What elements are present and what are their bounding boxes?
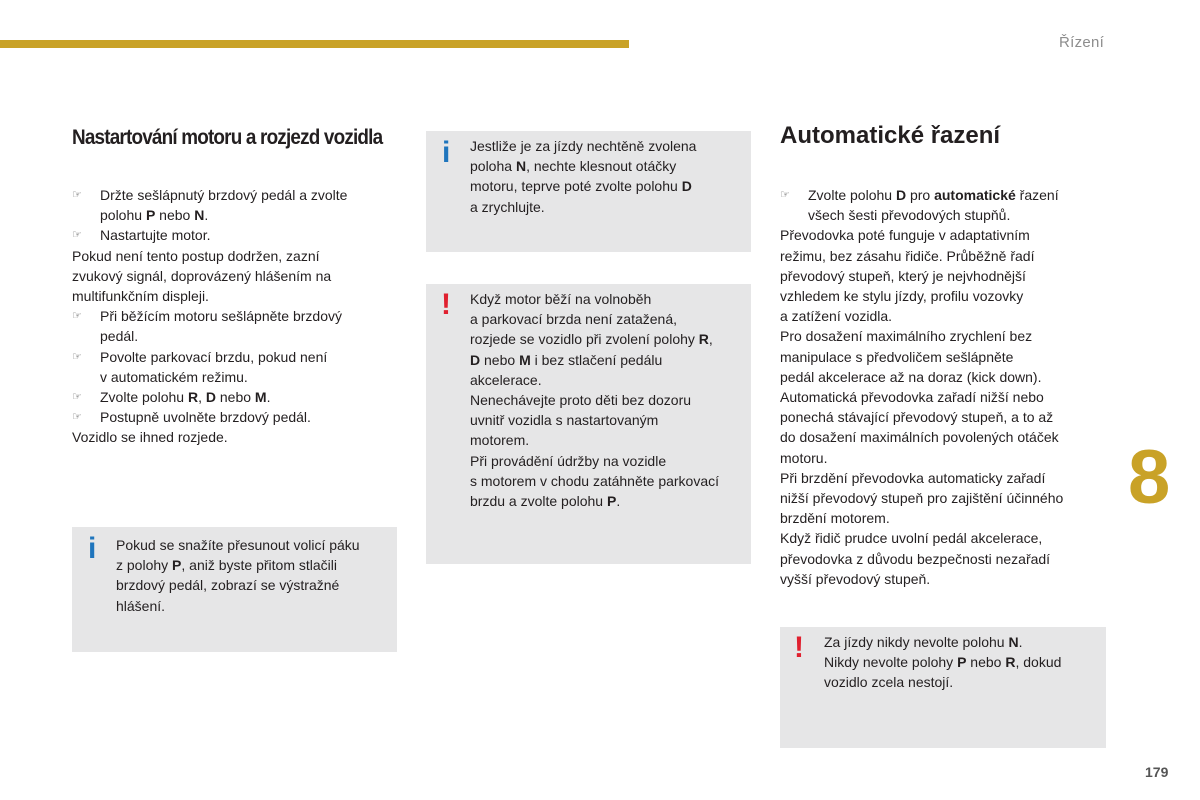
warning-icon: !	[441, 288, 451, 321]
paragraph-line: do dosažení maximálních povolených otáček	[780, 429, 1059, 446]
paragraph-line: Pro dosažení maximálního zrychlení bez	[780, 328, 1033, 345]
paragraph-line: a zatížení vozidla.	[780, 308, 893, 325]
list-item-cont: pedál.	[100, 328, 139, 345]
paragraph-line: multifunkčním displeji.	[72, 288, 209, 305]
list-item: ☞ Zvolte polohu D pro automatické řazení	[780, 185, 1106, 205]
header-accent-bar	[0, 40, 629, 48]
list-item: ☞ Zvolte polohu R, D nebo M.	[72, 387, 402, 407]
paragraph-line: motoru.	[780, 449, 828, 466]
paragraph-line: Když řidič prudce uvolní pedál akcelerace,	[780, 530, 1043, 547]
paragraph-line: manipulace s předvoličem sešlápněte	[780, 348, 1014, 365]
warning-icon: !	[794, 631, 804, 664]
paragraph-line: Převodovka poté funguje v adaptativním	[780, 227, 1030, 244]
list-item: ☞ Při běžícím motoru sešlápněte brzdový	[72, 306, 402, 326]
paragraph-line: ponechá stávající převodový stupeň, a to až	[780, 409, 1054, 426]
pointing-hand-icon: ☞	[72, 350, 82, 363]
paragraph-line: vyšší převodový stupeň.	[780, 570, 931, 587]
heading-automatic-shifting: Automatické řazení	[780, 122, 1001, 149]
pointing-hand-icon: ☞	[72, 310, 82, 323]
paragraph-line: Při brzdění převodovka automaticky zařadí	[780, 469, 1046, 486]
heading-start-engine: Nastartování motoru a rozjezd vozidla	[72, 126, 383, 149]
list-item-cont: v automatickém režimu.	[100, 368, 248, 385]
info-box-neutral: i Jestliže je za jízdy nechtěně zvolena poloha N, nechte klesnout otáčky motoru, teprve poté zvolte polohu D a zrychlujte.	[426, 131, 751, 252]
paragraph-line: převodovka z důvodu bezpečnosti nezařadí	[780, 550, 1051, 567]
warning-box-idle: ! Když motor běží na volnoběh a parkovací brzda není zatažená, rozjede se vozidlo při zvolení polohy R, D nebo M i bez stlačení pedálu akcelerace. Nenechávejte proto děti bez dozoru uvnitř vozidla s nastartovaným motorem. Při provádění údržby na vozidle s motorem v chodu zatáhněte parkovací brzdu a zvolte polohu P.	[426, 284, 751, 564]
automatic-shifting-text	[780, 185, 1106, 589]
paragraph-line: zvukový signál, doprovázený hlášením na	[72, 267, 332, 284]
list-item: ☞ Postupně uvolněte brzdový pedál.	[72, 407, 402, 427]
start-engine-text	[72, 185, 402, 448]
paragraph-line: režimu, bez zásahu řidiče. Průběžně řadí	[780, 247, 1035, 264]
paragraph-line: převodový stupeň, který je nejvhodnější	[780, 267, 1026, 284]
pointing-hand-icon: ☞	[780, 189, 790, 201]
pointing-hand-icon: ☞	[72, 229, 82, 242]
list-item-cont: všech šesti převodových stupňů.	[808, 207, 1011, 224]
info-icon: i	[88, 532, 97, 565]
list-item: ☞ Povolte parkovací brzdu, pokud není	[72, 347, 402, 367]
paragraph-line: vzhledem ke stylu jízdy, profilu vozovky	[780, 288, 1024, 305]
paragraph-line: nižší převodový stupeň pro zajištění účinného	[780, 490, 1064, 507]
list-item: ☞ Držte sešlápnutý brzdový pedál a zvolte	[72, 185, 402, 205]
pointing-hand-icon: ☞	[72, 411, 82, 424]
list-item-cont: polohu P nebo N.	[100, 207, 209, 224]
paragraph-line: Vozidlo se ihned rozjede.	[72, 429, 228, 446]
paragraph-line: pedál akcelerace až na doraz (kick down).	[780, 368, 1042, 385]
chapter-number: 8	[1128, 435, 1171, 520]
page-number: 179	[1145, 764, 1169, 780]
warning-box-neutral: ! Za jízdy nikdy nevolte polohu N. Nikdy nevolte polohy P nebo R, dokud vozidlo zcela nestojí.	[780, 627, 1106, 748]
paragraph-line: Automatická převodovka zařadí nižší nebo	[780, 389, 1044, 406]
paragraph-line: Pokud není tento postup dodržen, zazní	[72, 247, 320, 264]
pointing-hand-icon: ☞	[72, 391, 82, 404]
pointing-hand-icon: ☞	[72, 189, 82, 201]
info-icon: i	[442, 136, 451, 169]
list-item: ☞ Nastartujte motor.	[72, 225, 402, 245]
info-box-gear-lever: i Pokud se snažíte přesunout volicí páku z polohy P, aniž byste přitom stlačili brzdový pedál, zobrazí se výstražné hlášení.	[72, 527, 397, 652]
paragraph-line: brzdění motorem.	[780, 510, 890, 527]
section-title: Řízení	[1059, 34, 1105, 51]
